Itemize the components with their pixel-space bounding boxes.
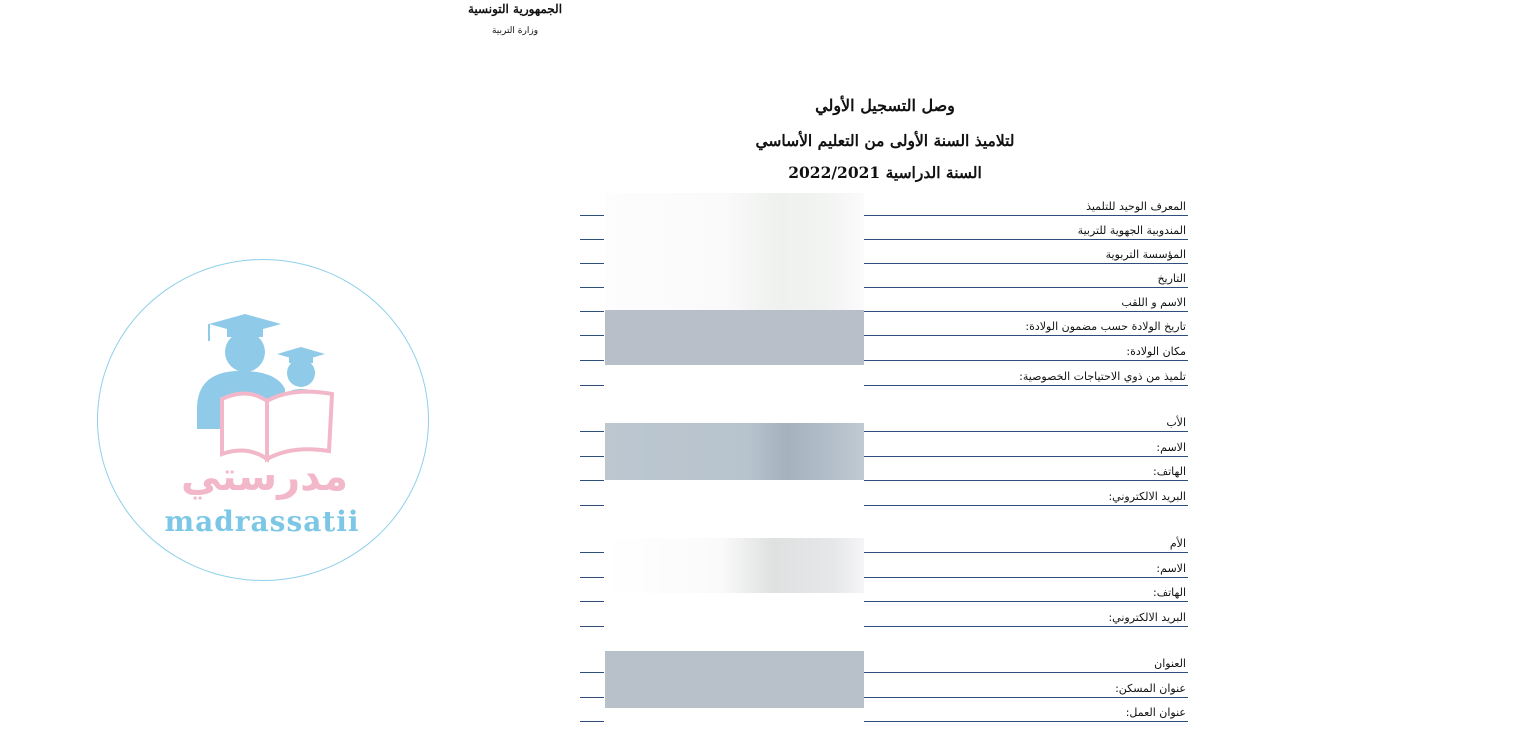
section-label: العنوان	[1154, 657, 1186, 670]
field-row-birth-date	[580, 312, 1188, 336]
section-label: الأب	[1166, 416, 1186, 429]
field-row-mother-phone	[580, 578, 1188, 602]
section-label: الأم	[1169, 537, 1186, 550]
field-label: الاسم و اللقب	[1121, 296, 1186, 309]
field-label: عنوان المسكن:	[1115, 682, 1186, 695]
field-row-home-address	[580, 674, 1188, 698]
field-label: تلميذ من ذوي الاحتياجات الخصوصية:	[1019, 370, 1186, 383]
republic-name: الجمهورية التونسية	[467, 2, 563, 16]
field-row-regional-office	[580, 216, 1188, 240]
field-row-special-needs	[580, 362, 1188, 386]
field-row-father-email	[580, 482, 1188, 506]
field-label: المؤسسة التربوية	[1105, 248, 1186, 261]
field-label: الاسم:	[1156, 441, 1186, 454]
logo-latin-text: madrassatii	[164, 505, 360, 538]
section-address	[580, 649, 1188, 673]
field-label: التاريخ	[1157, 272, 1186, 285]
field-label: تاريخ الولادة حسب مضمون الولادة:	[1025, 320, 1186, 333]
field-row-date	[580, 264, 1188, 288]
field-row-birth-place	[580, 337, 1188, 361]
field-row-father-name	[580, 433, 1188, 457]
madrassatii-logo	[97, 259, 429, 581]
school-year: السنة الدراسية 2022/2021	[788, 163, 982, 182]
field-label: مكان الولادة:	[1126, 345, 1186, 358]
ministry-name: وزارة التربية	[491, 26, 539, 36]
field-label: عنوان العمل:	[1125, 706, 1186, 719]
field-label: الهاتف:	[1153, 586, 1186, 599]
field-row-mother-email	[580, 603, 1188, 627]
field-label: الاسم:	[1156, 562, 1186, 575]
form-title: وصل التسجيل الأولي	[815, 96, 955, 115]
field-label: المندوبية الجهوية للتربية	[1077, 224, 1186, 237]
field-row-full-name	[580, 288, 1188, 312]
section-mother	[580, 529, 1188, 553]
field-row-work-address	[580, 698, 1188, 722]
field-row-school	[580, 240, 1188, 264]
form-subtitle: لتلاميذ السنة الأولى من التعليم الأساسي	[755, 131, 1015, 150]
field-label: الهاتف:	[1153, 465, 1186, 478]
field-label: البريد الالكتروني:	[1108, 611, 1186, 624]
field-row-father-phone	[580, 457, 1188, 481]
field-row-student-id	[580, 192, 1188, 216]
logo-arabic-text: مدرستي	[180, 454, 349, 500]
section-father	[580, 408, 1188, 432]
field-label: البريد الالكتروني:	[1108, 490, 1186, 503]
field-row-mother-name	[580, 554, 1188, 578]
field-label: المعرف الوحيد للتلميذ	[1086, 200, 1186, 213]
